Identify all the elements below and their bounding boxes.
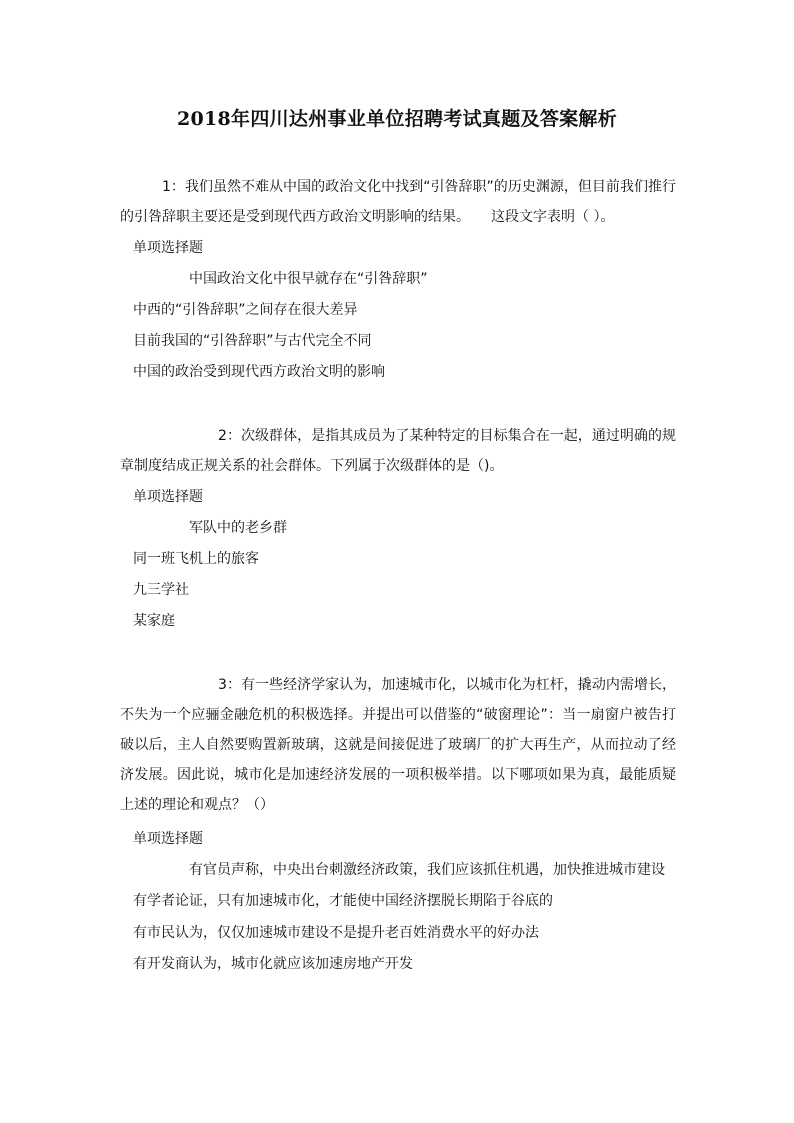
question-3-option-b[interactable]: 有学者论证，只有加速城市化，才能使中国经济摆脱长期陷于谷底的 — [133, 893, 553, 909]
question-1-option-d[interactable]: 中国的政治受到现代西方政治文明的影响 — [133, 364, 385, 380]
question-1-option-a[interactable]: 中国政治文化中很早就存在“引咎辞职” — [189, 271, 428, 287]
question-2-type: 单项选择题 — [133, 489, 203, 505]
question-2-text: 次级群体，是指其成员为了某种特定的目标集合在一起，通过明确的规章制度结成正规关系的社会群体。下列属于次级群体的是（)。 — [120, 428, 676, 474]
question-3-option-a[interactable]: 有官员声称，中央出台刺激经济政策，我们应该抓住机遇，加快推进城市建设 — [189, 862, 665, 878]
question-1-text: 我们虽然不难从中国的政治文化中找到“引咎辞职”的历史渊源，但目前我们推行的引咎辞职主要还是受到现代西方政治文明影响的结果。 这段文字表明（ ）。 — [120, 179, 676, 225]
question-2-option-a[interactable]: 军队中的老乡群 — [189, 520, 287, 536]
question-3 — [120, 670, 676, 820]
document-title: 2018年四川达州事业单位招聘考试真题及答案解析 — [176, 108, 618, 130]
question-2-option-b[interactable]: 同一班飞机上的旅客 — [133, 551, 259, 567]
question-2-option-c[interactable]: 九三学社 — [133, 582, 189, 598]
question-2-option-d[interactable]: 某家庭 — [133, 613, 175, 629]
question-1-option-b[interactable]: 中西的“引咎辞职”之间存在很大差异 — [133, 302, 358, 318]
question-2 — [120, 421, 676, 481]
question-1 — [120, 172, 676, 232]
question-3-type: 单项选择题 — [133, 831, 203, 847]
question-3-text: 有一些经济学家认为，加速城市化，以城市化为杠杆，撬动内需增长，不失为一个应骊金融危机的积极选择。并提出可以借鉴的“破窗理论”：当一扇窗户被告打破以后，主人自然要购置新玻璃，这就是间接促进了玻璃厂的扩大再生产，从而拉动了经济发展。因此说，城市化是加速经济发展的一项积极举措。以下哪项如果为真，最能质疑上述的理论和观点？（） — [120, 677, 676, 813]
question-2-number: 2： — [218, 428, 241, 444]
question-3-option-d[interactable]: 有开发商认为，城市化就应该加速房地产开发 — [133, 956, 413, 972]
question-1-type: 单项选择题 — [133, 240, 203, 256]
question-1-number: 1： — [162, 179, 185, 195]
question-1-option-c[interactable]: 目前我国的“引咎辞职”与古代完全不同 — [133, 333, 372, 349]
question-3-option-c[interactable]: 有市民认为，仅仅加速城市建设不是提升老百姓消费水平的好办法 — [133, 925, 539, 941]
question-3-number: 3： — [218, 677, 241, 693]
